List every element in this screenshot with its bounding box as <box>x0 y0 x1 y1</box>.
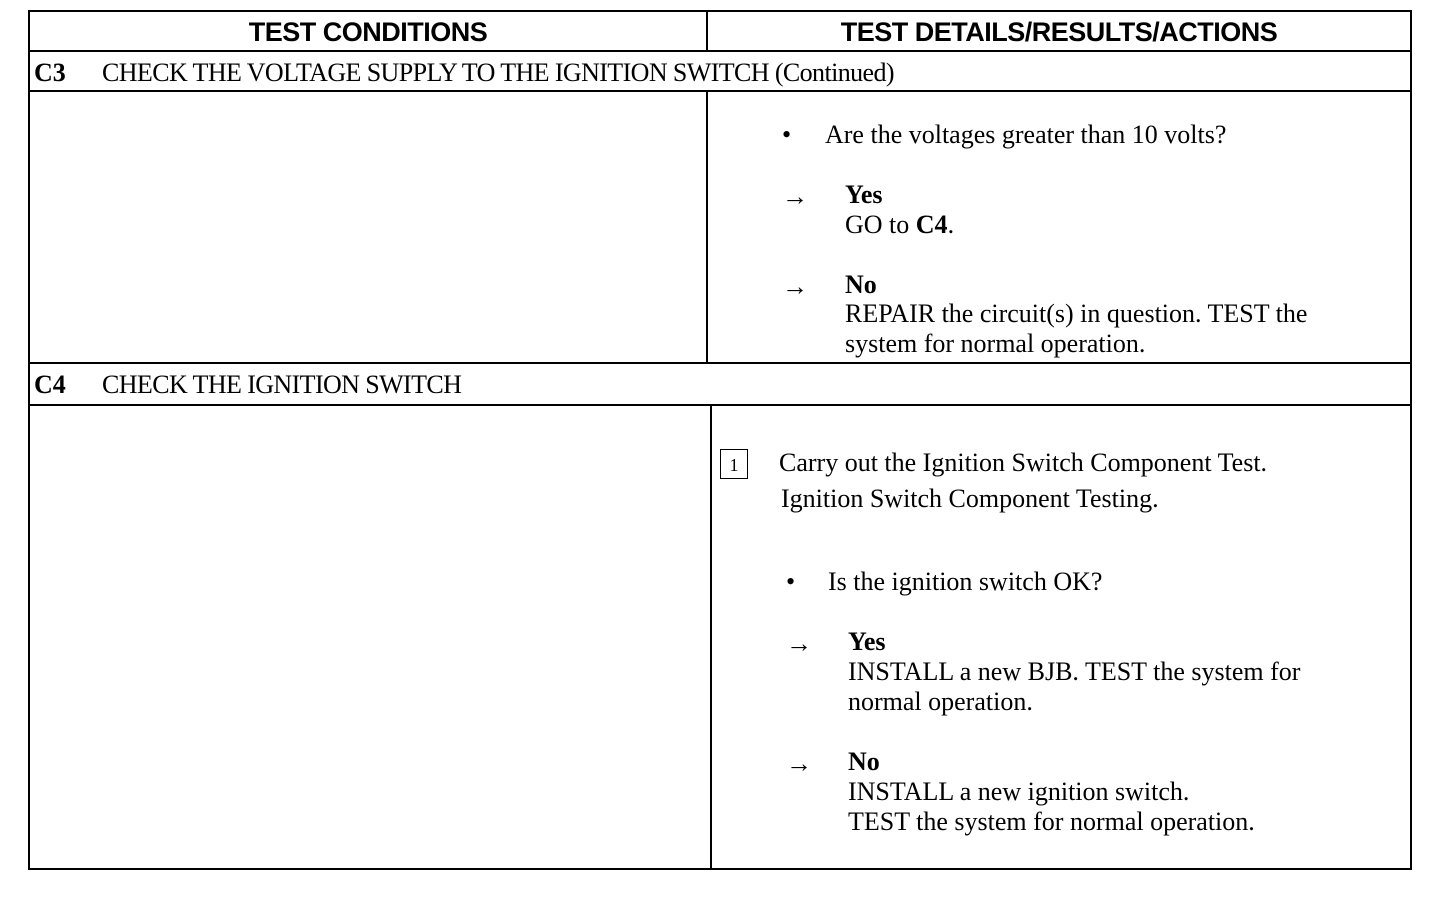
divider <box>30 404 1410 406</box>
bullet: • <box>782 120 792 149</box>
c4-no-label: No <box>848 747 880 776</box>
c4-yes-action-line2: normal operation. <box>848 687 1033 716</box>
c4-no-action-line2: TEST the system for normal operation. <box>848 807 1255 836</box>
c3-yes-action <box>845 210 954 240</box>
step-number-box: 1 <box>720 449 748 479</box>
c4-step-line1: Carry out the Ignition Switch Component Test. <box>779 448 1268 477</box>
c3-no-action-line2: system for normal operation. <box>845 329 1146 358</box>
c3-yes-action-suffix: . <box>947 210 955 239</box>
c3-yes-action-target: C4 <box>915 210 948 239</box>
section-code: C3 <box>34 58 66 87</box>
section-code: C4 <box>34 370 66 399</box>
arrow-icon: → <box>782 182 808 211</box>
header-test-conditions: TEST CONDITIONS <box>30 12 708 50</box>
arrow-icon: → <box>786 629 812 658</box>
c4-yes-label: Yes <box>848 627 886 656</box>
divider <box>30 90 1410 92</box>
column-divider <box>706 92 708 364</box>
c4-yes-action-line1: INSTALL a new BJB. TEST the system for <box>848 657 1301 686</box>
c4-no-action-line1: INSTALL a new ignition switch. <box>848 777 1190 806</box>
c4-step-line2: Ignition Switch Component Testing. <box>781 484 1159 513</box>
section-title: CHECK THE VOLTAGE SUPPLY TO THE IGNITION SWITCH (Continued) <box>102 58 894 87</box>
arrow-icon: → <box>786 749 812 778</box>
c3-no-label: No <box>845 270 877 299</box>
c3-question: Are the voltages greater than 10 volts? <box>825 120 1227 149</box>
header-test-details: TEST DETAILS/RESULTS/ACTIONS <box>840 17 1278 47</box>
arrow-icon: → <box>782 272 808 301</box>
c4-question: Is the ignition switch OK? <box>828 567 1103 596</box>
c3-yes-label: Yes <box>845 180 883 209</box>
section-c4-heading <box>30 364 1410 404</box>
bullet: • <box>786 567 796 596</box>
diagnostic-table <box>28 10 1412 870</box>
section-c3-heading <box>30 52 1410 92</box>
table-header <box>30 12 1410 52</box>
column-divider <box>710 406 712 868</box>
section-title: CHECK THE IGNITION SWITCH <box>102 370 462 399</box>
c3-yes-action-text: GO to <box>845 210 916 239</box>
c3-no-action-line1: REPAIR the circuit(s) in question. TEST the <box>845 299 1308 328</box>
